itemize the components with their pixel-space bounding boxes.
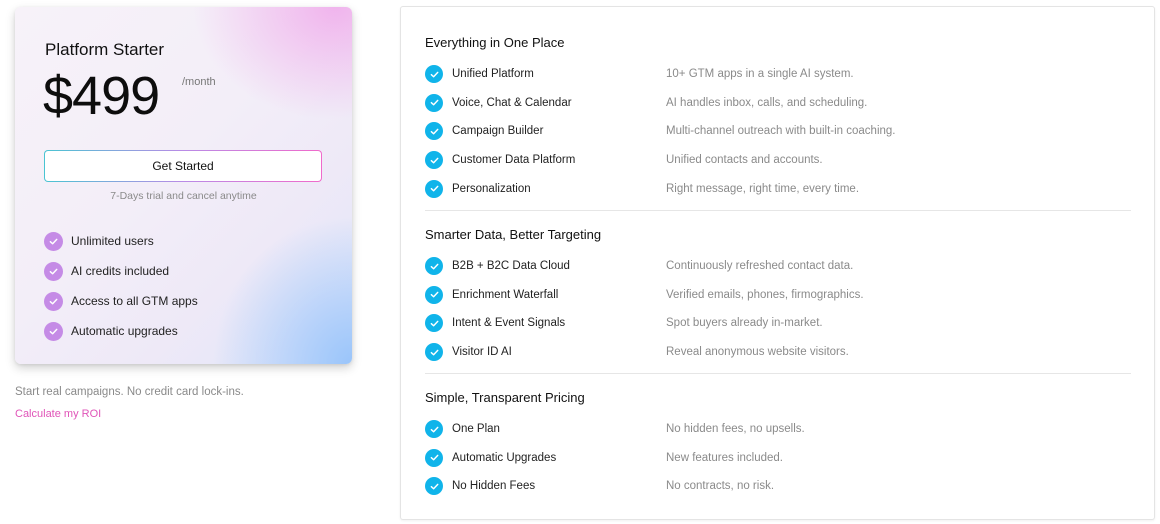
feature-row	[425, 252, 1131, 281]
check-circle-icon	[44, 292, 63, 311]
plan-name: Platform Starter	[45, 40, 165, 59]
check-circle-icon	[425, 65, 443, 83]
get-started-button[interactable]: Get Started	[44, 150, 322, 182]
plan-feature-item	[44, 226, 198, 256]
plan-features-list	[44, 226, 198, 346]
feature-row-title: Visitor ID AI	[452, 346, 512, 359]
price-period: /month	[182, 76, 216, 88]
trial-note: 7-Days trial and cancel anytime	[110, 190, 257, 202]
feature-row-title: Voice, Chat & Calendar	[452, 96, 572, 109]
plan-feature-label: Automatic upgrades	[71, 324, 178, 338]
check-circle-icon	[425, 420, 443, 438]
section-title: Simple, Transparent Pricing	[425, 390, 585, 405]
feature-row-title: B2B + B2C Data Cloud	[452, 260, 570, 273]
feature-row	[425, 281, 1131, 310]
feature-row	[425, 309, 1131, 338]
feature-row-description: AI handles inbox, calls, and scheduling.	[666, 96, 868, 109]
feature-row-title: One Plan	[452, 423, 500, 436]
details-section	[425, 224, 1131, 366]
check-circle-icon	[425, 343, 443, 361]
check-circle-icon	[44, 232, 63, 251]
plan-details-panel	[400, 6, 1155, 520]
plan-feature-label: AI credits included	[71, 264, 170, 278]
tagline: Start real campaigns. No credit card lock-ins.	[15, 386, 244, 398]
plan-feature-label: Unlimited users	[71, 234, 154, 248]
check-circle-icon	[425, 151, 443, 169]
feature-row-title: Customer Data Platform	[452, 154, 576, 167]
plan-feature-label: Access to all GTM apps	[71, 294, 198, 308]
section-divider	[425, 210, 1131, 211]
check-circle-icon	[44, 262, 63, 281]
plan-feature-item	[44, 256, 198, 286]
feature-row	[425, 338, 1131, 367]
check-circle-icon	[425, 449, 443, 467]
check-circle-icon	[425, 122, 443, 140]
feature-row-description: Reveal anonymous website visitors.	[666, 346, 849, 359]
details-section	[425, 387, 1131, 501]
plan-feature-item	[44, 316, 198, 346]
feature-row	[425, 60, 1131, 89]
plan-price: $499	[43, 66, 160, 126]
plan-feature-item	[44, 286, 198, 316]
feature-row	[425, 415, 1131, 444]
feature-row-title: No Hidden Fees	[452, 480, 536, 493]
feature-row-description: No contracts, no risk.	[666, 480, 775, 493]
check-circle-icon	[425, 180, 443, 198]
check-circle-icon	[44, 322, 63, 341]
section-title: Smarter Data, Better Targeting	[425, 227, 602, 242]
feature-row-title: Enrichment Waterfall	[452, 288, 559, 301]
feature-row-description: Unified contacts and accounts.	[666, 154, 823, 167]
pricing-card	[15, 7, 352, 364]
feature-row-title: Personalization	[452, 182, 531, 195]
feature-row	[425, 174, 1131, 203]
details-section	[425, 32, 1131, 203]
feature-row-description: New features included.	[666, 451, 783, 464]
feature-row-description: Multi-channel outreach with built-in coaching.	[666, 125, 896, 138]
feature-row-description: Continuously refreshed contact data.	[666, 260, 854, 273]
feature-row-title: Unified Platform	[452, 68, 534, 81]
feature-row	[425, 117, 1131, 146]
check-circle-icon	[425, 286, 443, 304]
check-circle-icon	[425, 314, 443, 332]
feature-row	[425, 89, 1131, 118]
feature-row-title: Campaign Builder	[452, 125, 544, 138]
feature-row-title: Intent & Event Signals	[452, 317, 566, 330]
feature-row-description: Spot buyers already in-market.	[666, 317, 823, 330]
feature-row-title: Automatic Upgrades	[452, 451, 557, 464]
calculate-roi-link[interactable]: Calculate my ROI	[15, 408, 102, 420]
check-circle-icon	[425, 477, 443, 495]
feature-row	[425, 472, 1131, 501]
feature-row-description: 10+ GTM apps in a single AI system.	[666, 68, 854, 81]
check-circle-icon	[425, 94, 443, 112]
feature-row-description: No hidden fees, no upsells.	[666, 423, 805, 436]
feature-row-description: Verified emails, phones, firmographics.	[666, 288, 864, 301]
section-divider	[425, 373, 1131, 374]
feature-row-description: Right message, right time, every time.	[666, 182, 860, 195]
check-circle-icon	[425, 257, 443, 275]
section-title: Everything in One Place	[425, 35, 565, 50]
feature-row	[425, 146, 1131, 175]
feature-row	[425, 444, 1131, 473]
